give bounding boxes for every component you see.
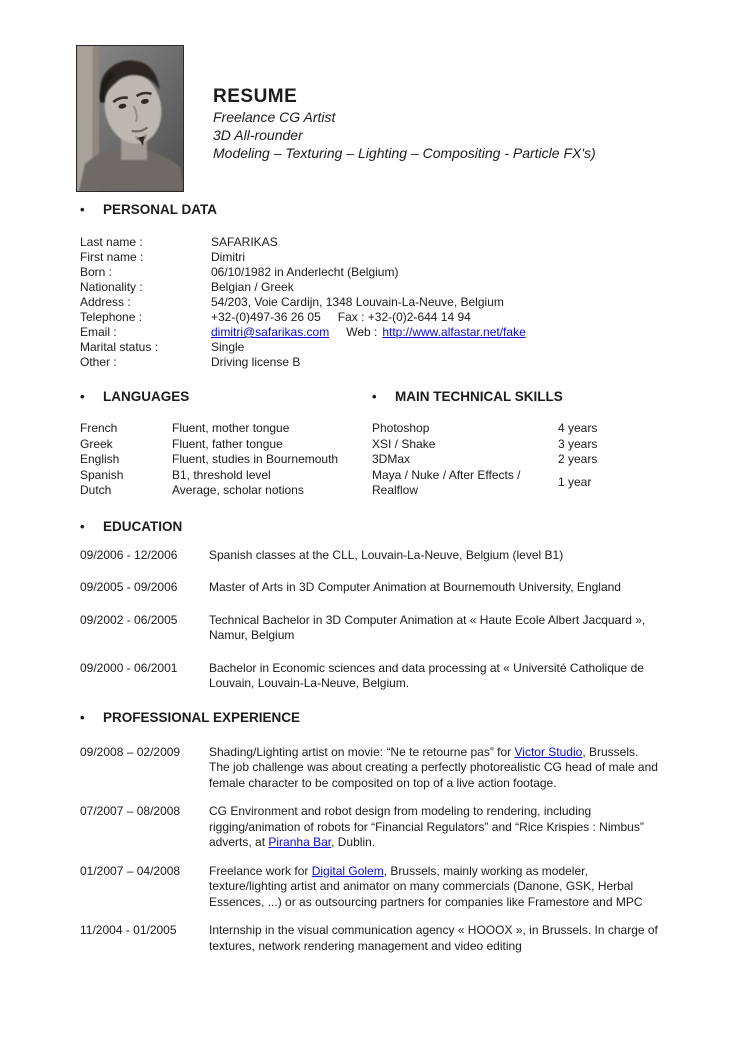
email-link[interactable]: dimitri@safarikas.com [211,325,330,339]
table-row [372,421,702,437]
fax-value: Fax : +32-(0)2-644 14 94 [337,310,471,324]
table-row [80,235,736,250]
field-value: SAFARIKAS [211,235,278,249]
description-text: Shading/Lighting artist on movie: “Ne te retourne pas” for [209,744,515,759]
skill-years: 4 years [558,421,598,435]
experience-period: 11/2004 - 01/2005 [80,923,177,937]
experience-period: 07/2007 – 08/2008 [80,804,181,818]
language-level: Fluent, studies in Bournemouth [172,452,339,466]
education-period: 09/2002 - 06/2005 [80,612,178,627]
field-value: 54/203, Voie Cardijn, 1348 Louvain-La-Neuve, Belgium [211,295,504,309]
field-label: Other : [80,355,117,369]
table-row [80,923,736,954]
section-heading-skills [372,389,702,405]
table-row [80,613,736,644]
table-row [80,548,736,564]
bullet-icon: • [80,389,85,404]
experience-description [209,923,661,954]
bullet-icon: • [80,202,85,217]
description-text: CG Environment and robot design from modeling to rendering, including rigging/animation of robots for “Financial Regulators” and “Rice Krispies : Nimbus” adverts, at [209,804,644,849]
table-row [80,421,372,437]
skill-name: Maya / Nuke / After Effects / Realflow [372,467,521,497]
language-level: Fluent, father tongue [172,436,283,451]
profile-photo [76,45,184,192]
subtitle-role: Freelance CG Artist [213,109,336,125]
field-label: Address : [80,295,131,309]
table-row [372,468,702,499]
field-label: Last name : [80,235,143,249]
page-title: RESUME [213,86,298,107]
language-name: Spanish [80,467,124,482]
section-title: MAIN TECHNICAL SKILLS [395,389,563,404]
section-heading-education [80,519,736,535]
experience-table [80,745,736,955]
table-row [80,483,372,499]
education-description: Technical Bachelor in 3D Computer Animation at « Haute Ecole Albert Jacquard », Namur, Belgium [209,612,646,642]
languages-table [80,421,372,499]
language-level: Average, scholar notions [172,483,304,497]
web-link[interactable]: http://www.alfastar.net/fake [382,325,526,339]
experience-section [80,710,736,955]
table-row [80,295,736,310]
description-text: , Dublin. [331,835,376,849]
skills-table [372,421,702,499]
language-name: French [80,421,118,435]
languages-column [80,389,372,499]
language-name: Dutch [80,483,112,497]
description-text: , Brussels, mainly working as modeler, texture/lighting artist and animator on many commercials (Danone, GSK, Herbal Essences, ...) or as outsourcing partners for companies like Framestore and MPC [209,863,643,909]
skill-name: XSI / Shake [372,436,436,451]
language-name: English [80,452,120,466]
bullet-icon: • [80,709,85,725]
field-value: Single [211,340,245,354]
table-row [80,468,372,484]
field-value: Dimitri [211,250,245,264]
field-value: 06/10/1982 in Anderlecht (Belgium) [211,265,399,279]
bullet-icon: • [372,389,377,404]
education-description: Master of Arts in 3D Computer Animation at Bournemouth University, England [209,580,621,594]
section-title: PROFESSIONAL EXPERIENCE [103,709,301,725]
table-row [80,265,736,280]
description-text: Freelance work for [209,863,312,878]
section-title: LANGUAGES [103,389,190,404]
section-heading-experience [80,710,736,726]
table-row [80,280,736,295]
experience-link[interactable]: Piranha Bar [268,835,332,849]
experience-description [209,864,661,911]
section-heading-languages [80,389,372,405]
experience-period: 09/2008 – 02/2009 [80,744,181,759]
section-title: EDUCATION [103,518,183,534]
table-row [80,452,372,468]
table-row [80,804,736,851]
personal-data-table [80,235,736,370]
experience-link[interactable]: Digital Golem [311,863,384,878]
education-description: Bachelor in Economic sciences and data processing at « Université Catholique de Louvain, Louvain-La-Neuve, Belgium. [209,660,644,690]
language-name: Greek [80,436,113,451]
subtitle-disciplines: Modeling – Texturing – Lighting – Compositing - Particle FX's) [213,145,596,161]
skill-name: 3DMax [372,452,411,466]
field-label: Telephone : [80,310,143,324]
table-row-email [80,325,736,340]
education-period: 09/2000 - 06/2001 [80,660,178,675]
section-title: PERSONAL DATA [103,202,218,217]
education-period: 09/2006 - 12/2006 [80,547,178,562]
experience-link[interactable]: Victor Studio [514,744,583,759]
education-description: Spanish classes at the CLL, Louvain-La-Neuve, Belgium (level B1) [209,547,564,562]
field-label: Born : [80,265,113,279]
resume-page [0,45,736,1041]
description-text: , Brussels. The job challenge was about creating a perfectly photorealistic CG head of male and female character to be composited on top of a live action footage. [209,744,658,790]
language-level: Fluent, mother tongue [172,421,290,435]
subtitle-allrounder: 3D All-rounder [213,127,303,143]
bullet-icon: • [80,518,85,534]
table-row [80,250,736,265]
education-table [80,548,736,692]
phone-value: +32-(0)497-36 26 05 [211,310,321,324]
table-row [80,580,736,596]
table-row [80,437,372,453]
title-block [213,45,596,192]
table-row [372,452,702,468]
skill-years: 2 years [558,452,598,466]
field-label: First name : [80,250,144,264]
experience-description [209,745,661,792]
experience-description [209,804,661,851]
field-label: Marital status : [80,340,159,354]
skill-years: 1 year [558,475,592,490]
education-period: 09/2005 - 09/2006 [80,580,178,594]
field-label: Email : [80,325,117,339]
field-value: Driving license B [211,355,301,369]
language-level: B1, threshold level [172,467,271,482]
section-heading-personal-data [80,202,736,218]
experience-period: 01/2007 – 04/2008 [80,863,181,878]
skill-years: 3 years [558,436,598,451]
table-row [80,355,736,370]
table-row [80,661,736,692]
field-label: Nationality : [80,280,143,294]
table-row [80,745,736,792]
skill-name: Photoshop [372,421,430,435]
table-row [372,437,702,453]
field-value: Belgian / Greek [211,280,294,294]
table-row [80,340,736,355]
table-row-telephone [80,310,736,325]
web-label: Web : [346,325,378,339]
education-section [80,519,736,692]
languages-skills-columns [80,389,736,499]
resume-header [76,45,736,192]
table-row [80,864,736,911]
description-text: Internship in the visual communication agency « HOOOX », in Brussels. In charge of textures, network rendering management and video editing [209,923,658,953]
skills-column [372,389,702,499]
